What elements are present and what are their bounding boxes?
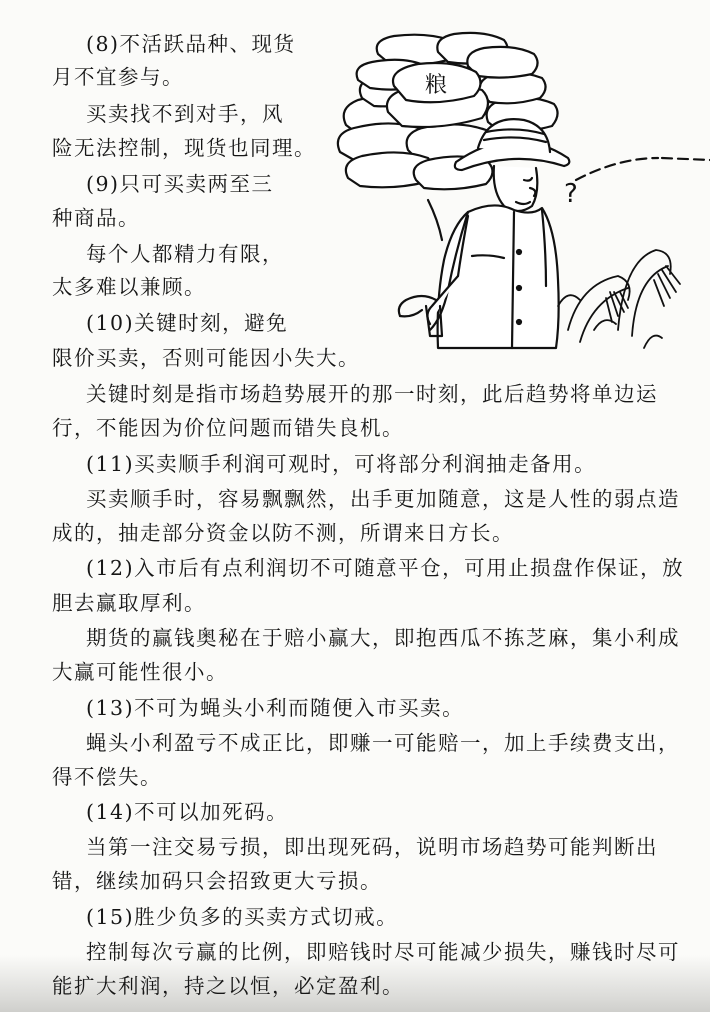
text-line: 当第一注交易亏损，即出现死码，说明市场趋势可能判断出 <box>86 835 658 859</box>
text-line: 蝇头小利盈亏不成正比，即赚一可能赔一，加上手续费支出， <box>86 731 680 755</box>
text-line: 种商品。 <box>52 206 140 230</box>
text-line: (10)关键时刻，避免 <box>86 311 289 335</box>
text-line: (15)胜少负多的买卖方式切戒。 <box>86 905 399 929</box>
text-line: 大赢可能性很小。 <box>52 660 228 684</box>
text-line: 错，继续加码只会招致更大亏损。 <box>52 869 382 893</box>
question-mark: ? <box>564 179 578 209</box>
text-line: 关键时刻是指市场趋势展开的那一时刻，此后趋势将单边运 <box>86 382 658 406</box>
text-line: (14)不可以加死码。 <box>86 800 289 824</box>
sack-label: 粮 <box>424 73 448 98</box>
text-line: 险无法控制，现货也同理。 <box>52 136 316 160</box>
text-line: 限价买卖，否则可能因小失大。 <box>52 346 360 370</box>
text-line: 每个人都精力有限， <box>86 242 284 266</box>
text-line: 成的，抽走部分资金以防不测，所谓来日方长。 <box>52 521 514 545</box>
text-line: 得不偿失。 <box>52 765 162 789</box>
text-line: (13)不可为蝇头小利而随便入市买卖。 <box>86 696 465 720</box>
text-line: 控制每次亏赢的比例，即赔钱时尽可能减少损失，赚钱时尽可 <box>86 940 680 964</box>
text-line: (11)买卖顺手利润可观时，可将部分利润抽走备用。 <box>86 452 597 476</box>
text-line: 月不宜参与。 <box>52 65 184 89</box>
text-line: 胆去赢取厚利。 <box>52 591 206 615</box>
text-line: 能扩大利润，持之以恒，必定盈利。 <box>52 974 404 998</box>
text-line: 买卖找不到对手，风 <box>86 102 284 126</box>
text-line: 行，不能因为价位问题而错失良机。 <box>52 416 404 440</box>
text-line: (9)只可买卖两至三 <box>86 172 274 196</box>
text-line: (12)入市后有点利润切不可随意平仓，可用止损盘作保证，放 <box>86 556 685 580</box>
text-line: 太多难以兼顾。 <box>52 275 206 299</box>
text-line: 期货的赢钱奥秘在于赔小赢大，即抱西瓜不拣芝麻，集小利成 <box>86 626 680 650</box>
text-line: (8)不活跃品种、现货 <box>86 32 296 56</box>
text-line: 买卖顺手时，容易飘飘然，出手更加随意，这是人性的弱点造 <box>86 487 680 511</box>
grain-sacks <box>338 33 558 189</box>
farmer-grain-illustration <box>318 30 710 360</box>
wilted-crops <box>558 250 680 348</box>
